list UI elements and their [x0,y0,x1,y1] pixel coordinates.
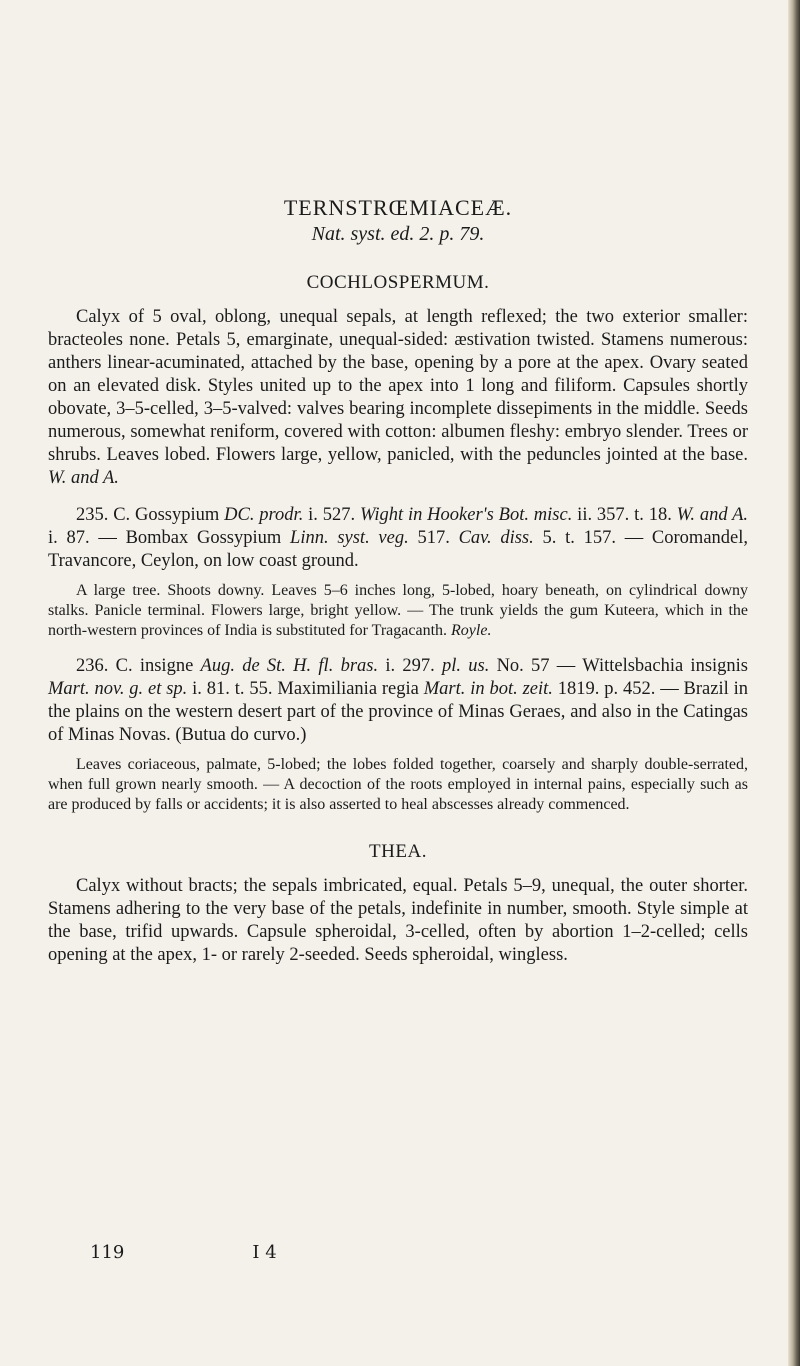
species-citation: Aug. de St. H. fl. bras. [200,656,379,676]
species-entry-235 [48,504,748,573]
species-text: i. 527. [303,505,360,525]
family-reference: Nat. syst. ed. 2. p. 79. [311,223,485,245]
species-text: 517. [408,528,459,548]
page-binding-edge [788,0,800,1366]
species-text: ii. 357. t. 18. [572,505,677,525]
page-number: 119 [90,1242,125,1263]
species-text: 235. C. Gossypium [76,505,225,525]
species-citation: Wight in Hooker's Bot. misc. [359,505,573,525]
species-text: i. 297. [378,656,442,676]
note-authority: Royle. [451,622,492,639]
genus-title-thea: THEA. [369,841,427,862]
species-note-235 [48,581,748,641]
species-entry-236 [48,655,748,747]
species-citation: Cav. diss. [458,528,534,548]
species-citation: Linn. syst. veg. [290,528,409,548]
page-footer [90,1242,420,1263]
species-text: i. 87. — Bombax Gossypium [48,528,291,548]
document-page [48,195,748,967]
description-authority: W. and A. [48,468,119,488]
species-citation: Mart. in bot. zeit. [423,679,553,699]
signature-mark: I 4 [252,1242,277,1263]
note-text: A large tree. Shoots downy. Leaves 5–6 inches long, 5-lobed, hoary beneath, on cylindrical downy stalks. Panicle terminal. Flowers large, bright yellow. — The trunk yields the gum Kuteera, which in the north-western provinces of India is substituted for Tragacanth. [48,582,748,639]
genus-description-thea: Calyx without bracts; the sepals imbricated, equal. Petals 5–9, unequal, the outer shorter. Stamens adhering to the very base of the petals, indefinite in number, smooth. Style simple at the base, trifid upwards. Capsule spheroidal, 3-celled, often by abortion 1–2-celled; cells opening at the apex, 1- or rarely 2-seeded. Seeds spheroidal, wingless. [48,876,748,965]
species-citation: Mart. nov. g. et sp. [48,679,188,699]
species-note-236: Leaves coriaceous, palmate, 5-lobed; the lobes folded together, coarsely and sharply double-serrated, when full grown nearly smooth. — A decoction of the roots employed in internal pains, especially such as are produced by falls or accidents; it is also asserted to heal abscesses already commenced. [48,756,748,813]
genus-description-cochlospermum [48,306,748,490]
genus-title-cochlospermum: COCHLOSPERMUM. [306,272,490,293]
family-title: TERNSTRŒMIACEÆ. [283,195,513,220]
species-text: 5. t. 157. — Coromandel, Travancore, Ceylon, on low coast ground. [48,528,749,571]
species-text: No. 57 — Wittelsbachia insignis [489,656,749,676]
description-text: Calyx of 5 oval, oblong, unequal sepals, at length reflexed; the two exterior smaller: bracteoles none. Petals 5, emarginate, unequal-sided: æstivation twisted. Stamens numerous: anthers linear-acuminated, attached by the base, opening by a pore at the apex. Ovary seated on an elevated disk. Styles united up to the apex into 1 long and filiform. Capsules shortly obovate, 3–5-celled, 3–5-valved: valves bearing incomplete dissepiments in the middle. Seeds numerous, somewhat reniform, covered with cotton: albumen fleshy: embryo slender. Trees or shrubs. Leaves lobed. Flowers large, yellow, panicled, with the peduncles jointed at the base. [48,307,748,465]
species-citation: DC. prodr. [224,505,304,525]
species-text: 236. C. insigne [76,656,201,676]
species-text: i. 81. t. 55. Maximiliania regia [187,679,424,699]
species-text: 1819. p. 452. — Brazil in the plains on the western desert part of the province of Minas Geraes, and also in the Catingas of Minas Novas. (Butua do curvo.) [48,679,749,745]
species-citation: pl. us. [441,656,490,676]
species-citation: W. and A. [676,505,749,525]
